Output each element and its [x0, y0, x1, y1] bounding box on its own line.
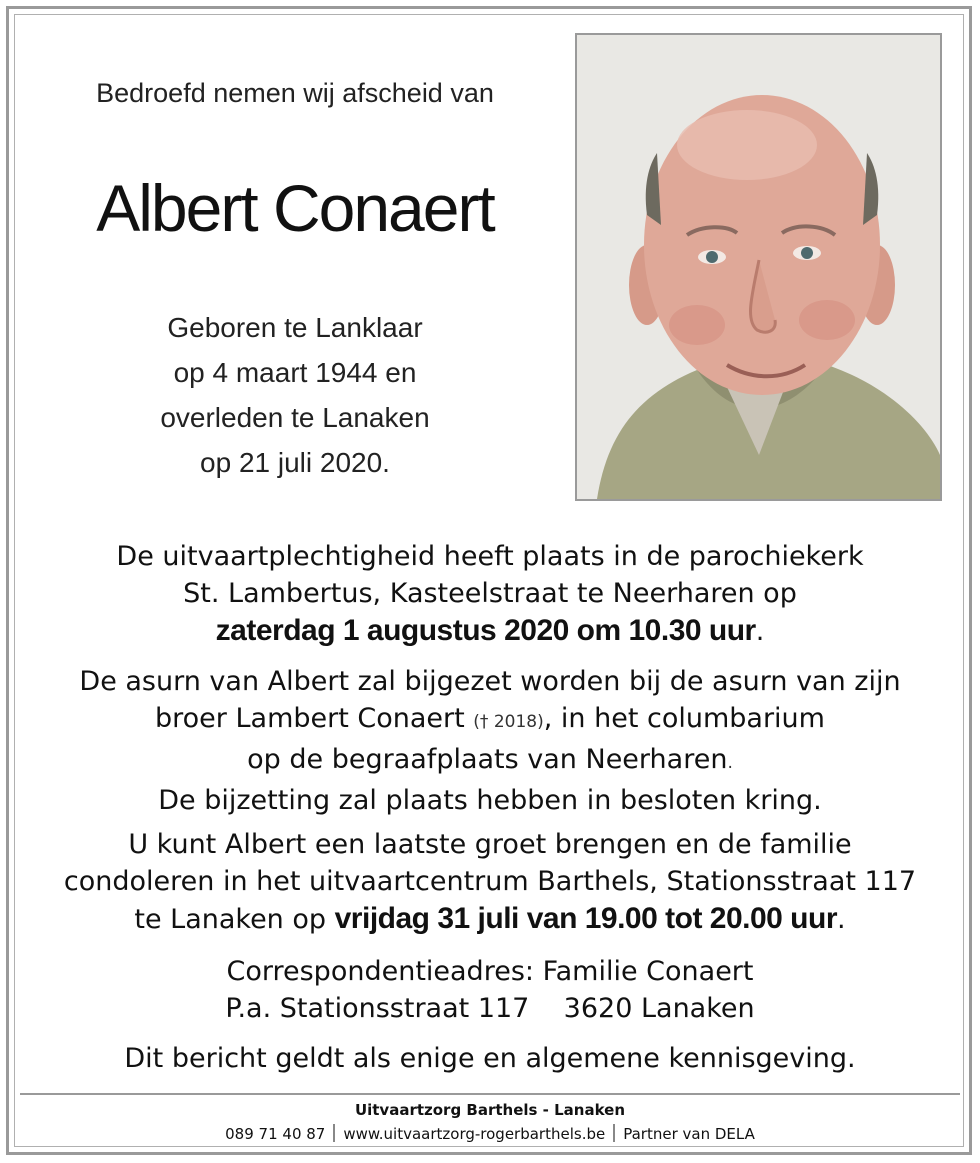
portrait-illustration — [577, 35, 940, 499]
visitation-paragraph — [20, 826, 960, 938]
urn-line — [20, 700, 960, 741]
birth-death-details — [40, 305, 550, 485]
ceremony-date: zaterdag 1 augustus 2020 om 10.30 uur — [215, 614, 756, 647]
birth-line: op 4 maart 1944 en — [173, 357, 417, 388]
correspondence-line: Correspondentieadres: Familie Conaert — [226, 956, 754, 987]
urn-line-3a: op de begraafplaats van Neerharen — [247, 744, 728, 775]
visitation-date-line — [20, 900, 960, 938]
funeral-home-name: Uitvaartzorg Barthels - Lanaken — [354, 1101, 626, 1119]
notice-paragraph — [20, 1040, 960, 1077]
ceremony-date-line — [20, 612, 960, 650]
footer-website[interactable]: www.uitvaartzorg-rogerbarthels.be — [343, 1125, 606, 1143]
visitation-suffix: . — [837, 904, 846, 935]
footer-divider — [20, 1093, 960, 1095]
ceremony-line: De uitvaartplechtigheid heeft plaats in de parochiekerk — [116, 541, 864, 572]
footer-contact — [20, 1124, 960, 1143]
ceremony-paragraph — [20, 538, 960, 650]
urn-line-3-period: . — [727, 753, 733, 773]
footer-phone: 089 71 40 87 — [225, 1125, 326, 1143]
urn-line-2b: , in het columbarium — [543, 703, 825, 734]
birth-line: op 21 juli 2020. — [200, 447, 390, 478]
correspondence-paragraph — [20, 953, 960, 1027]
visitation-line: condoleren in het uitvaartcentrum Barthels, Stationsstraat 117 — [63, 866, 917, 897]
visitation-prefix: te Lanaken op — [134, 904, 335, 935]
ceremony-line: St. Lambertus, Kasteelstraat te Neerharen op — [183, 578, 797, 609]
deceased-name: Albert Conaert — [96, 171, 494, 245]
footer-partner: Partner van DELA — [623, 1125, 755, 1143]
correspondence-address: P.a. Stationsstraat 117 3620 Lanaken — [225, 993, 755, 1024]
notice-text: Dit bericht geldt als enige en algemene kennisgeving. — [124, 1043, 856, 1074]
urn-line: De asurn van Albert zal bijgezet worden bij de asurn van zijn — [79, 666, 901, 697]
separator — [333, 1124, 335, 1142]
urn-line: De bijzetting zal plaats hebben in besloten kring. — [158, 785, 822, 816]
urn-paragraph — [20, 663, 960, 819]
birth-line: overleden te Lanaken — [160, 402, 430, 433]
urn-line-2a: broer Lambert Conaert — [155, 703, 474, 734]
separator — [613, 1124, 615, 1142]
portrait-photo — [575, 33, 942, 501]
intro-text: Bedroefd nemen wij afscheid van — [96, 78, 494, 108]
death-year-note: († 2018) — [473, 712, 544, 732]
urn-line — [20, 741, 960, 782]
visitation-date: vrijdag 31 juli van 19.00 tot 20.00 uur — [334, 902, 838, 935]
birth-line: Geboren te Lanklaar — [167, 312, 423, 343]
ceremony-date-suffix: . — [755, 616, 765, 647]
visitation-line: U kunt Albert een laatste groet brengen en de familie — [128, 829, 852, 860]
